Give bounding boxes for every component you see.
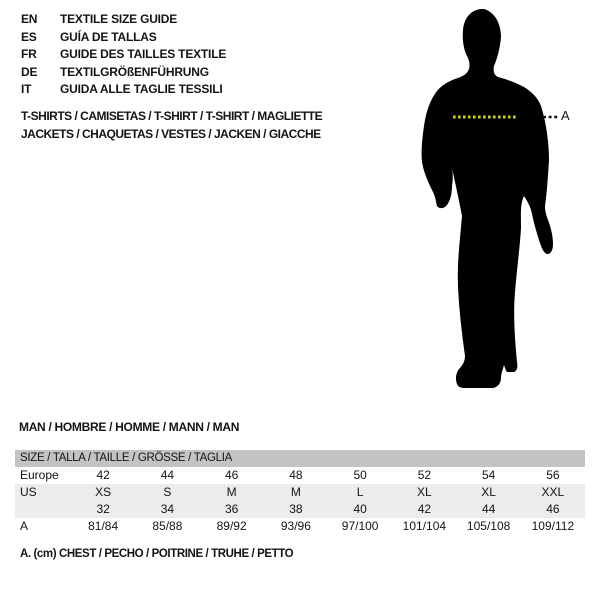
table-cell: 36	[224, 502, 239, 516]
table-cell: M	[226, 485, 237, 499]
table-cell: 81/84	[88, 519, 119, 533]
table-cell: 101/104	[402, 519, 447, 533]
table-cell: 42	[96, 468, 110, 482]
table-cell: S	[163, 485, 172, 499]
language-code: EN	[21, 12, 38, 26]
language-code: DE	[21, 64, 38, 79]
language-row	[21, 81, 226, 99]
table-cell: XXL	[541, 485, 565, 499]
language-label: GUIDE DES TAILLES TEXTILE	[60, 47, 227, 62]
table-cell: 54	[481, 468, 496, 482]
table-row-unnamed	[15, 501, 585, 518]
category-line-jackets: JACKETS / CHAQUETAS / VESTES / JACKEN / GIACCHE	[21, 127, 321, 141]
size-table	[15, 450, 585, 535]
table-cell: 109/112	[531, 519, 575, 533]
measure-footnote: A. (cm) CHEST / PECHO / POITRINE / TRUHE / PETTO	[20, 548, 294, 560]
table-cell: 50	[353, 468, 367, 482]
row-label	[15, 501, 71, 518]
table-cell: M	[290, 485, 301, 499]
language-row	[21, 11, 226, 29]
man-silhouette	[422, 9, 553, 388]
section-title-man: MAN / HOMBRE / HOMME / MANN / MAN	[19, 420, 240, 434]
language-row	[21, 29, 226, 47]
language-code: FR	[21, 47, 37, 62]
size-table-header: SIZE / TALLA / TAILLE / GRÖSSE / TAGLIA	[15, 450, 585, 467]
table-cell: 42	[417, 502, 432, 516]
category-line-tshirts: T-SHIRTS / CAMISETAS / T-SHIRT / T-SHIRT / MAGLIETTE	[21, 109, 323, 123]
row-label: US	[20, 485, 37, 499]
table-cell: L	[356, 485, 364, 499]
table-cell: XS	[95, 485, 112, 499]
table-cell: 44	[481, 502, 496, 516]
table-cell: 32	[96, 502, 110, 516]
table-cell: 46	[224, 468, 239, 482]
table-cell: 34	[160, 502, 175, 516]
table-cell: 46	[546, 502, 560, 516]
language-label: TEXTILE SIZE GUIDE	[60, 12, 178, 26]
language-row	[21, 64, 226, 82]
table-cell: 89/92	[216, 519, 247, 533]
table-cell: 56	[546, 468, 560, 482]
man-silhouette-figure	[400, 0, 600, 400]
table-cell: 38	[289, 502, 303, 516]
language-list	[21, 11, 226, 99]
table-cell: 93/96	[280, 519, 311, 533]
garment-categories	[21, 107, 322, 143]
table-row-europe	[15, 467, 585, 484]
measure-label-a: A	[561, 108, 570, 123]
table-cell: XL	[417, 485, 432, 499]
table-cell: 52	[417, 468, 432, 482]
language-label: TEXTILGRÖßENFÜHRUNG	[60, 64, 209, 79]
table-cell: 44	[160, 468, 175, 482]
table-row-us	[15, 484, 585, 501]
table-cell: 48	[289, 468, 303, 482]
table-cell: 40	[353, 502, 367, 516]
language-code: ES	[21, 29, 37, 44]
row-label: A	[20, 519, 29, 533]
man-silhouette-svg	[400, 0, 600, 400]
row-label: Europe	[20, 468, 59, 482]
language-label: GUIDA ALLE TAGLIE TESSILI	[60, 82, 223, 97]
table-cell: 85/88	[152, 519, 183, 533]
table-row-chest-a	[15, 518, 585, 535]
table-cell: XL	[481, 485, 496, 499]
language-row	[21, 46, 226, 64]
language-code: IT	[21, 82, 32, 97]
table-cell: 97/100	[341, 519, 379, 533]
language-label: GUÍA DE TALLAS	[60, 29, 157, 44]
table-cell: 105/108	[466, 519, 511, 533]
